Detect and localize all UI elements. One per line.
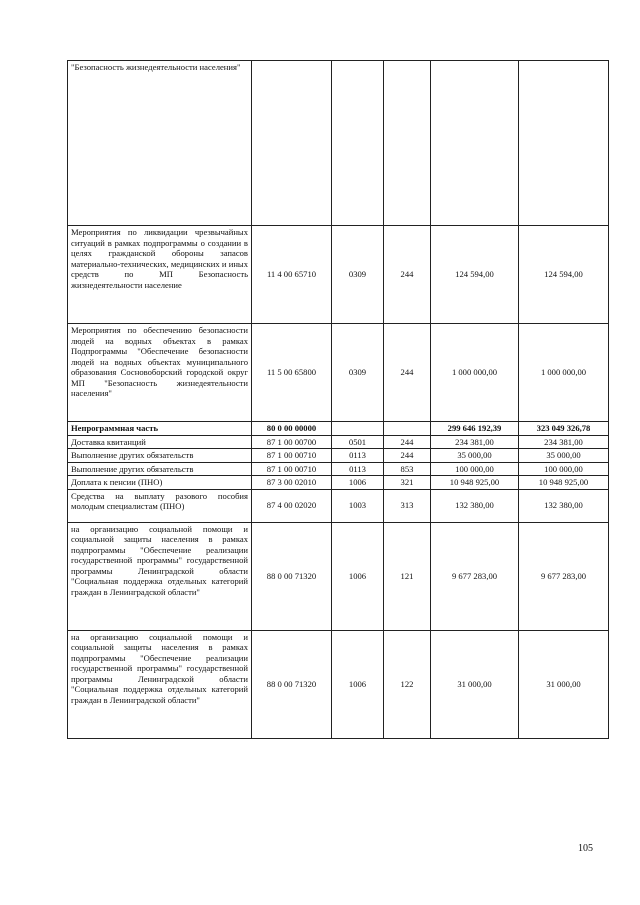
cell-target-article: 11 5 00 65800 xyxy=(252,324,332,422)
cell-amount-year-2: 1 000 000,00 xyxy=(519,324,609,422)
cell-amount-year-1: 9 677 283,00 xyxy=(431,522,519,630)
cell-amount-year-1: 31 000,00 xyxy=(431,630,519,738)
cell-description: Средства на выплату разового пособия молодым специалистам (ПНО) xyxy=(68,489,252,522)
cell-section: 0113 xyxy=(332,449,384,463)
cell-section xyxy=(332,61,384,226)
table-row xyxy=(68,422,609,436)
cell-section: 1006 xyxy=(332,630,384,738)
cell-expense-type: 244 xyxy=(384,449,431,463)
cell-description: на организацию социальной помощи и социальной защиты населения в рамках подпрограммы "Обеспечение реализации государственной программы" государственной программы Ленинградской области "Социальная поддержка отдельных категорий граждан в Ленинградской области" xyxy=(68,522,252,630)
cell-description: Выполнение других обязательств xyxy=(68,462,252,476)
table-row xyxy=(68,489,609,522)
table-row xyxy=(68,630,609,738)
cell-expense-type: 313 xyxy=(384,489,431,522)
table-row xyxy=(68,324,609,422)
cell-section xyxy=(332,422,384,436)
cell-section: 1003 xyxy=(332,489,384,522)
table-row xyxy=(68,476,609,490)
cell-amount-year-2: 9 677 283,00 xyxy=(519,522,609,630)
cell-target-article: 11 4 00 65710 xyxy=(252,226,332,324)
cell-expense-type: 244 xyxy=(384,226,431,324)
cell-amount-year-1: 10 948 925,00 xyxy=(431,476,519,490)
cell-target-article: 87 1 00 00700 xyxy=(252,435,332,449)
cell-amount-year-1: 35 000,00 xyxy=(431,449,519,463)
cell-target-article: 87 3 00 02010 xyxy=(252,476,332,490)
cell-amount-year-2 xyxy=(519,61,609,226)
cell-amount-year-1: 132 380,00 xyxy=(431,489,519,522)
table-row xyxy=(68,61,609,226)
cell-description: "Безопасность жизнедеятельности населения" xyxy=(68,61,252,226)
cell-section: 0501 xyxy=(332,435,384,449)
cell-section: 1006 xyxy=(332,522,384,630)
cell-expense-type xyxy=(384,422,431,436)
cell-section: 0309 xyxy=(332,226,384,324)
cell-amount-year-2: 124 594,00 xyxy=(519,226,609,324)
cell-amount-year-1: 124 594,00 xyxy=(431,226,519,324)
cell-description: Мероприятия по ликвидации чрезвычайных ситуаций в рамках подпрограммы о создании в целях гражданской обороны запасов материально-технических, медицинских и иных средств по МП Безопасность жизнедеятельности население xyxy=(68,226,252,324)
cell-expense-type: 853 xyxy=(384,462,431,476)
cell-description: Мероприятия по обеспечению безопасности людей на водных объектах в рамках Подпрограммы "Обеспечение безопасности людей на водных объектах муниципального образования Сосновоборский городской округ МП "Безопасность жизнедеятельности населения" xyxy=(68,324,252,422)
table-row xyxy=(68,226,609,324)
cell-target-article xyxy=(252,61,332,226)
cell-expense-type: 121 xyxy=(384,522,431,630)
table-row xyxy=(68,449,609,463)
cell-amount-year-1: 1 000 000,00 xyxy=(431,324,519,422)
cell-target-article: 88 0 00 71320 xyxy=(252,630,332,738)
cell-expense-type: 122 xyxy=(384,630,431,738)
cell-description: Доставка квитанций xyxy=(68,435,252,449)
cell-description: Непрограммная часть xyxy=(68,422,252,436)
cell-section: 0113 xyxy=(332,462,384,476)
cell-target-article: 87 1 00 00710 xyxy=(252,449,332,463)
cell-section: 1006 xyxy=(332,476,384,490)
cell-amount-year-1: 299 646 192,39 xyxy=(431,422,519,436)
cell-amount-year-2: 234 381,00 xyxy=(519,435,609,449)
cell-amount-year-1: 100 000,00 xyxy=(431,462,519,476)
cell-description: Выполнение других обязательств xyxy=(68,449,252,463)
budget-table xyxy=(67,60,609,739)
cell-target-article: 87 4 00 02020 xyxy=(252,489,332,522)
cell-amount-year-2: 35 000,00 xyxy=(519,449,609,463)
cell-expense-type: 321 xyxy=(384,476,431,490)
table-row xyxy=(68,435,609,449)
cell-description: Доплата к пенсии (ПНО) xyxy=(68,476,252,490)
cell-expense-type xyxy=(384,61,431,226)
cell-amount-year-2: 100 000,00 xyxy=(519,462,609,476)
cell-amount-year-1: 234 381,00 xyxy=(431,435,519,449)
cell-amount-year-2: 132 380,00 xyxy=(519,489,609,522)
page-number: 105 xyxy=(578,843,593,854)
cell-target-article: 88 0 00 71320 xyxy=(252,522,332,630)
cell-section: 0309 xyxy=(332,324,384,422)
cell-description: на организацию социальной помощи и социальной защиты населения в рамках подпрограммы "Обеспечение реализации государственной программы" государственной программы Ленинградской области "Социальная поддержка отдельных категорий граждан в Ленинградской области" xyxy=(68,630,252,738)
cell-target-article: 80 0 00 00000 xyxy=(252,422,332,436)
table-row xyxy=(68,522,609,630)
cell-expense-type: 244 xyxy=(384,324,431,422)
cell-amount-year-2: 323 049 326,78 xyxy=(519,422,609,436)
cell-amount-year-1 xyxy=(431,61,519,226)
cell-amount-year-2: 10 948 925,00 xyxy=(519,476,609,490)
table-row xyxy=(68,462,609,476)
cell-expense-type: 244 xyxy=(384,435,431,449)
budget-table-body xyxy=(68,61,609,739)
cell-amount-year-2: 31 000,00 xyxy=(519,630,609,738)
cell-target-article: 87 1 00 00710 xyxy=(252,462,332,476)
